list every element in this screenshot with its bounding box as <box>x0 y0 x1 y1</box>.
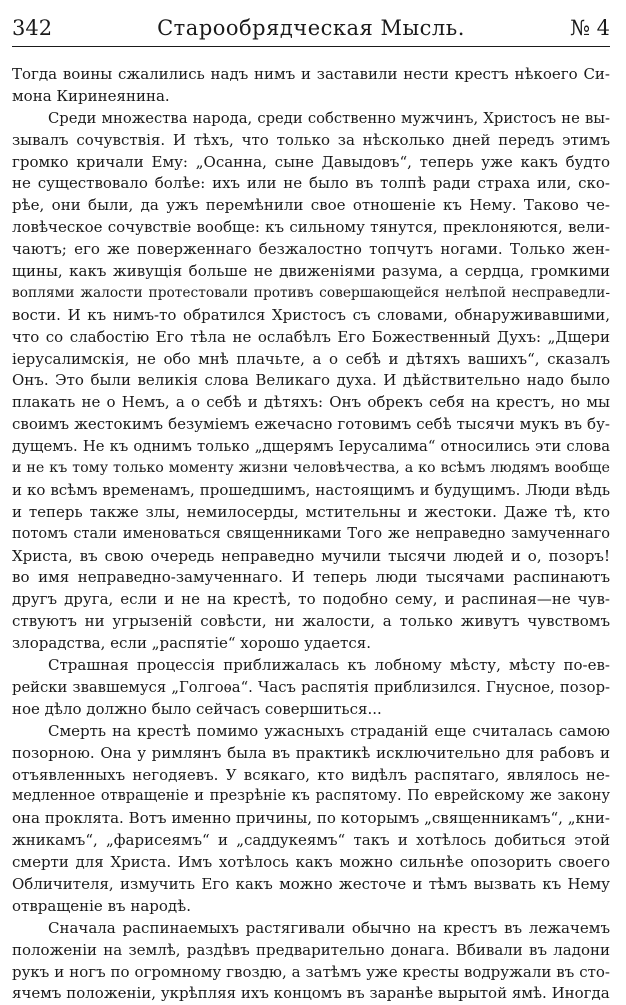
text-line: Обличителя, измучить Его какъ можно жесточе и тѣмъ вызвать къ Нему <box>12 874 610 893</box>
text-line: рѣе, они были, да ужъ перемѣнили свое отношеніе къ Нему. Таково че- <box>12 196 610 215</box>
text-line: во имя неправедно-замученнаго. И теперь люди тысячами распинаютъ <box>12 568 610 587</box>
text-line: воплями жалости протестовали противъ совершающейся нелѣпой несправедли- <box>12 284 610 301</box>
text-line: мона Киринеянина. <box>12 86 170 105</box>
text-line: Среди множества народа, среди собственно мужчинъ, Христосъ не вы- <box>48 109 610 127</box>
paragraph <box>12 655 610 721</box>
text-line: Христа, въ свою очередь неправедно мучили тысячи людей и о, позоръ! <box>12 546 610 565</box>
text-line: она проклята. Вотъ именно причины, по которымъ „священникамъ“, „кни- <box>12 809 610 828</box>
text-line: отвращеніе въ народѣ. <box>12 896 191 915</box>
text-line: и не къ тому только моменту жизни человѣчества, а ко всѣмъ людямъ вообще <box>12 460 610 477</box>
text-line: іерусалимскія, не обо мнѣ плачьте, а о себѣ и дѣтяхъ вашихъ“, сказалъ <box>12 349 610 368</box>
text-line: ное дѣло должно было сейчасъ совершиться... <box>12 699 382 718</box>
issue-number: № 4 <box>570 16 610 40</box>
text-line: Тогда воины сжалились надъ нимъ и заставили нести крестъ нѣкоего Си- <box>12 65 610 83</box>
text-line: щины, какъ живущія больше не движеніями разума, а сердца, громкими <box>12 262 610 281</box>
paragraph <box>12 721 610 918</box>
text-line: позорною. Она у римлянъ была въ практикѣ исключительно для рабовъ и <box>12 743 610 762</box>
text-line: смерти для Христа. Имъ хотѣлось какъ можно сильнѣе опозорить своего <box>12 853 610 872</box>
text-line: чаютъ; его же поверженнаго безжалостно топчутъ ногами. Только жен- <box>12 240 610 259</box>
text-line: потомъ стали именоваться священниками Того же неправедно замученнаго <box>12 525 610 542</box>
text-line: ловѣческое сочувствіе вообще: къ сильному тянутся, преклоняются, вели- <box>12 218 610 237</box>
text-line: зывалъ сочувствія. И тѣхъ, что только за нѣсколько дней передъ этимъ <box>12 130 610 149</box>
text-line: рукъ и ногъ по огромному гвоздю, а затѣмъ уже кресты водружали въ сто- <box>12 962 610 981</box>
text-line: жникамъ“, „фарисеямъ“ и „саддукеямъ“ такъ и хотѣлось добиться этой <box>12 831 610 850</box>
text-line: своимъ жестокимъ безуміемъ ежечасно готовимъ себѣ тысячи мукъ въ бу- <box>12 415 610 434</box>
text-line: ячемъ положеніи, укрѣпляя ихъ концомъ въ заранѣе вырытой ямѣ. Иногда <box>12 984 610 1003</box>
text-line: положеніи на землѣ, раздѣвъ предварительно донага. Вбивали въ ладони <box>12 940 610 959</box>
text-line: Смерть на крестѣ помимо ужасныхъ страданій еще считалась самою <box>48 721 610 740</box>
text-line: медленное отвращеніе и презрѣніе къ распятому. По еврейскому же закону <box>12 788 610 805</box>
text-line: Сначала распинаемыхъ растягивали обычно на крестъ въ лежачемъ <box>48 918 610 937</box>
text-line: громко кричали Ему: „Осанна, сыне Давыдовъ“, теперь уже какъ будто <box>12 152 610 171</box>
text-line: другъ друга, если и не на крестѣ, то подобно сему, и распиная—не чув- <box>12 590 610 609</box>
page-header <box>12 14 610 42</box>
text-line: Онъ. Это были великія слова Великаго духа. И дѣйствительно надо было <box>12 371 610 390</box>
paragraph <box>12 108 610 655</box>
paragraph <box>12 64 610 108</box>
text-line: плакать не о Немъ, а о себѣ и дѣтяхъ: Онъ обрекъ себя на крестъ, но мы <box>12 393 610 412</box>
paragraph <box>12 918 610 1005</box>
journal-title: Старообрядческая Мысль. <box>157 16 465 40</box>
text-line: злорадства, если „распятіе“ хорошо удается. <box>12 634 371 653</box>
text-line: дущемъ. Не къ однимъ только „дщерямъ Іерусалима“ относились эти слова <box>12 438 610 456</box>
text-line: не существовало болѣе: ихъ или не было въ толпѣ ради страха или, ско- <box>12 174 610 193</box>
text-line: Страшная процессія приближалась къ лобному мѣсту, мѣсту по-ев- <box>48 656 610 675</box>
text-line: и теперь также злы, немилосерды, мстительны и жестоки. Даже тѣ, кто <box>12 502 610 521</box>
text-line: отъявленныхъ негодяевъ. У всякаго, кто видѣлъ распятаго, являлось не- <box>12 765 610 784</box>
text-line: что со слабостію Его тѣла не ослабѣлъ Его Божественный Духъ: „Дщери <box>12 327 610 346</box>
text-line: рейски звавшемуся „Голгоѳа“. Часъ распятія приблизился. Гнусное, позор- <box>12 678 610 696</box>
text-line: вости. И къ нимъ-то обратился Христосъ съ словами, обнаруживавшими, <box>12 305 610 324</box>
text-line: ствуютъ ни угрызеній совѣсти, ни жалости, а только живутъ чувствомъ <box>12 612 610 631</box>
body-text <box>12 64 610 1005</box>
text-line: и ко всѣмъ временамъ, прошедшимъ, настоящимъ и будущимъ. Люди вѣдь <box>12 480 610 499</box>
page-number: 342 <box>12 16 53 40</box>
header-rule <box>12 46 610 47</box>
